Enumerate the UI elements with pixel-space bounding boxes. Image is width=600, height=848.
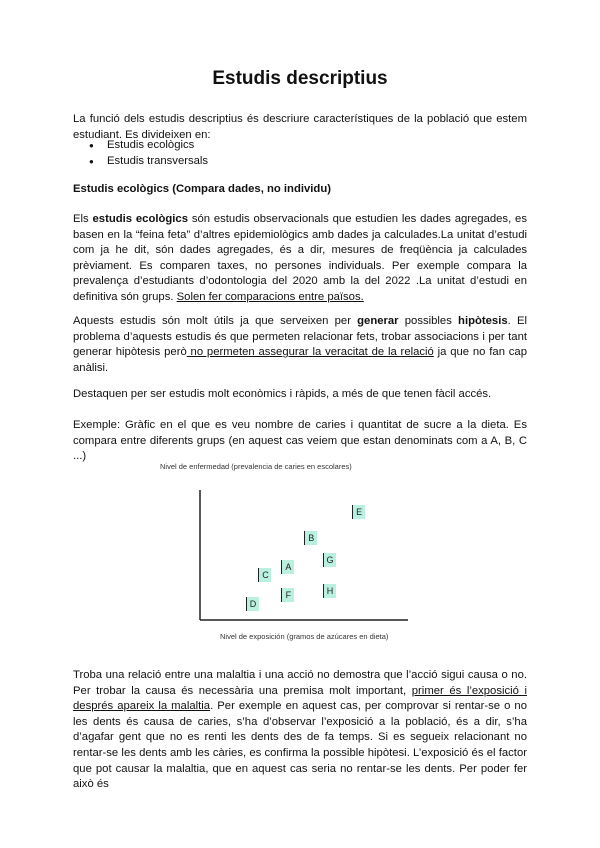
data-point-a: A <box>281 560 294 574</box>
usefulness-paragraph: Aquests estudis són molt útils ja que serveixen per generar possibles hipòtesis. El problema d’aquests estudis és que permeten relacionar fets, trobar associacions i per tant generar hipòtesis però no permeten assegurar la veracitat de la relació ja que no fan cap anàlisi. <box>73 315 527 374</box>
page-title: Estudis descriptius <box>212 68 388 89</box>
section-heading: Estudis ecològics (Compara dades, no individu) <box>73 183 331 195</box>
list-item: ● Estudis ecològics <box>73 138 208 154</box>
data-point-c: C <box>258 568 271 582</box>
bold-term: hipòtesis <box>458 315 508 327</box>
underlined-text: no permeten assegurar la veracitat de la relació <box>186 346 434 359</box>
example-paragraph: Exemple: Gràfic en el que es veu nombre de caries i quantitat de sucre a la dieta. Es compara entre diferents grups (en aquest cas veiem que estan denominats com a A, B, C ...) <box>73 419 527 463</box>
data-point-e: E <box>352 505 365 519</box>
intro-paragraph: La funció dels estudis descriptius és descriure característiques de la població que estem estudiant. Es divideixen en: <box>73 113 527 141</box>
causality-paragraph: Troba una relació entre una malaltia i una acció no demostra que l’acció sigui causa o no. Per trobar la causa és necessària una premisa molt important, primer és l’exposició i després apareix la malaltia. Per exemple en aquest cas, per comprovar si rentar-se o no les dents és causa de caries, s’ha d’observar l’exposició a la població, és a dir, s’ha d’agafar gent que no es renti les dents des de fa temps. Si es segueix relacionant no rentar-se les dents amb les càries, es confirma la possible hipòtesi. L’exposició és el factor que pot causar la malaltia, que en aquest cas seria no rentar-se les dents. Per poder fer això és <box>73 669 528 791</box>
data-point-g: G <box>323 553 336 567</box>
underlined-text: primer és l’exposició i després apareix la malaltia <box>73 684 528 713</box>
data-point-h: H <box>323 584 336 598</box>
chart-title: Nivel de enfermedad (prevalencia de caries en escolares) <box>160 462 352 471</box>
bold-term: generar <box>357 315 399 327</box>
ecological-scatter-chart <box>150 460 430 650</box>
underlined-text: Solen fer comparacions entre països. <box>176 290 364 303</box>
list-item: ● Estudis transversals <box>73 154 208 170</box>
chart-axes <box>150 460 430 650</box>
x-axis-label: Nivel de exposición (gramos de azúcares en dieta) <box>220 632 389 641</box>
data-point-b: B <box>304 531 317 545</box>
advantages-paragraph: Destaquen per ser estudis molt econòmics i ràpids, a més de que tenen fàcil accés. <box>73 388 492 400</box>
ecological-studies-paragraph: Els estudis ecològics són estudis observacionals que estudien les dades agregades, es basen en la “feina feta” d’altres epidemiològics amb dades ja calculades.La unitat d’estudi com ja he dit, són dades agregades, és a dir, mesures de freqüència ja calculades prèviament. Es comparen taxes, no persones individuals. Per exemple compara la prevalença d’estudiants d’odontologia del 2020 amb la del 2022 .La unitat d’estudi en definitiva són grups. Solen fer comparacions entre països. <box>73 213 527 303</box>
data-point-f: F <box>281 588 294 602</box>
bold-term: estudis ecològics <box>92 213 188 225</box>
study-types-list <box>73 138 208 169</box>
data-point-d: D <box>246 597 259 611</box>
